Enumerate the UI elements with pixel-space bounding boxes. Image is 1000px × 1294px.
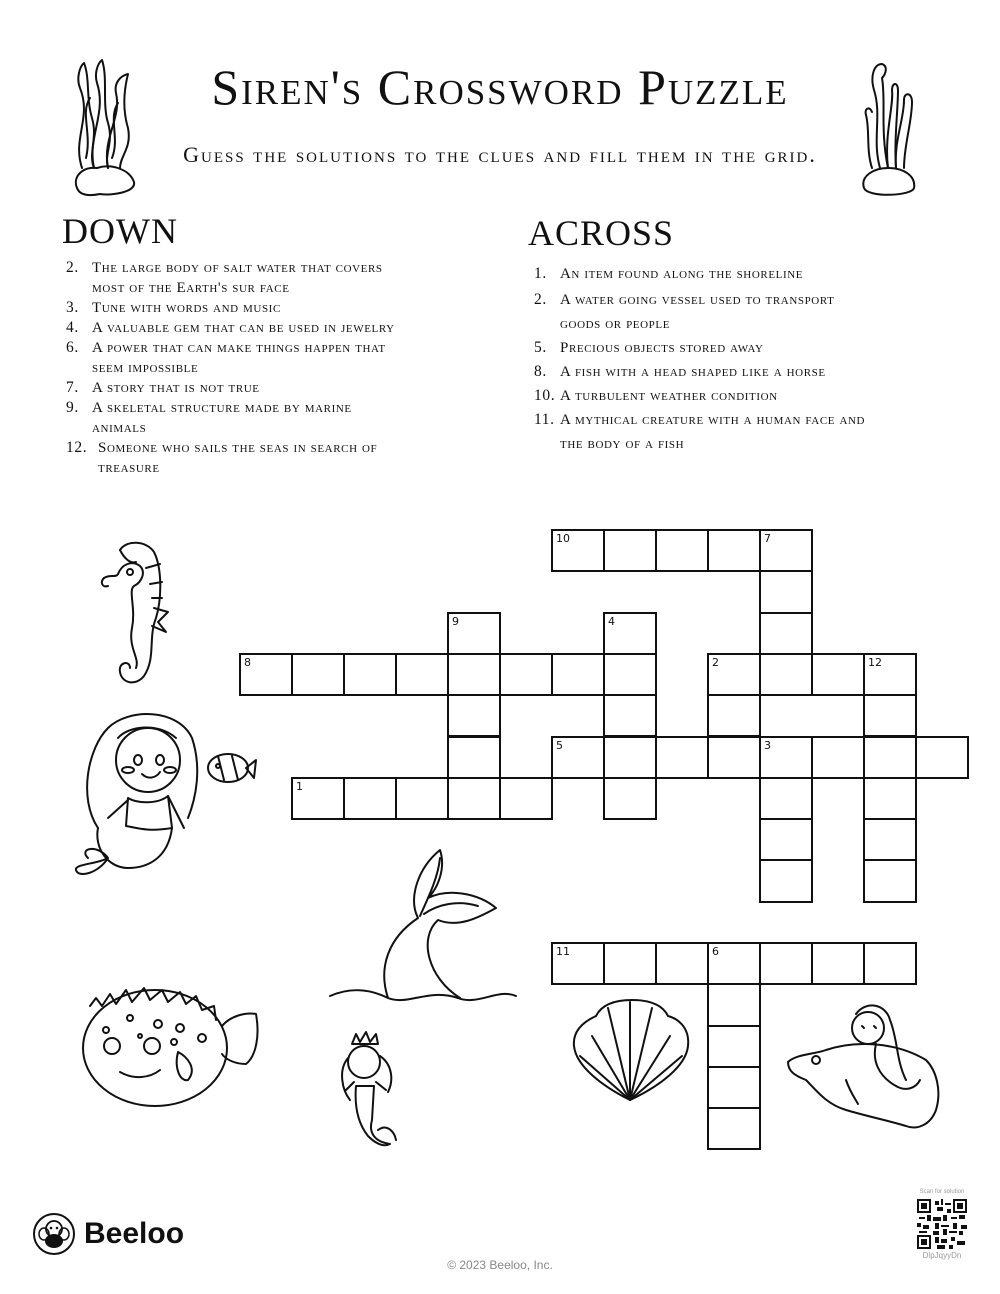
- crossword-cell[interactable]: [811, 653, 865, 696]
- crossword-cell[interactable]: [603, 777, 657, 820]
- clue-number: 8.: [534, 363, 547, 380]
- qr-code-icon[interactable]: [917, 1199, 967, 1249]
- down-clue: [66, 298, 406, 318]
- qr-code-id: DlpJqyyDn: [922, 1251, 962, 1260]
- across-clue: [534, 408, 879, 456]
- crossword-cell[interactable]: [655, 736, 709, 779]
- crossword-cell[interactable]: [707, 1066, 761, 1109]
- crossword-cell[interactable]: [551, 653, 605, 696]
- crossword-cell[interactable]: [239, 653, 293, 696]
- crossword-cell[interactable]: [499, 653, 553, 696]
- clue-number-label: 10: [556, 532, 570, 545]
- mermaid-tail-icon: [328, 838, 518, 1008]
- crossword-cell[interactable]: [759, 777, 813, 820]
- across-clue-list: [534, 264, 879, 456]
- seahorse-icon: [96, 538, 176, 688]
- crossword-cell[interactable]: [447, 777, 501, 820]
- clue-number-label: 8: [244, 655, 251, 669]
- copyright: © 2023 Beeloo, Inc.: [447, 1258, 553, 1272]
- clue-text: A story that is not true: [92, 380, 260, 396]
- brand-name: Beeloo: [84, 1217, 185, 1250]
- crossword-cell[interactable]: [603, 653, 657, 696]
- clue-number: 12.: [66, 439, 88, 456]
- across-clue: [534, 360, 879, 384]
- clue-text: A turbulent weather condition: [560, 388, 778, 404]
- seaweed-right-icon: [858, 60, 918, 200]
- crossword-cell[interactable]: [759, 570, 813, 613]
- crossword-cell[interactable]: [863, 694, 917, 737]
- crossword-cell[interactable]: [811, 942, 865, 985]
- crossword-cell[interactable]: [707, 983, 761, 1026]
- clue-number: 7.: [66, 379, 79, 396]
- crossword-cell[interactable]: [759, 818, 813, 861]
- crossword-cell[interactable]: [863, 736, 917, 779]
- clue-text: Precious objects stored away: [560, 340, 764, 356]
- crossword-cell[interactable]: [863, 859, 917, 902]
- crossword-cell[interactable]: [759, 859, 813, 902]
- clue-text: Tune with words and music: [92, 300, 281, 316]
- clue-number: 1.: [534, 265, 547, 282]
- clue-text: A power that can make things happen that seem impossible: [92, 340, 386, 376]
- clue-text: A mythical creature with a human face and the body of a fish: [560, 412, 866, 452]
- crossword-cell[interactable]: [863, 942, 917, 985]
- clue-number: 6.: [66, 339, 79, 356]
- crossword-cell[interactable]: [603, 612, 657, 655]
- crossword-cell[interactable]: [603, 736, 657, 779]
- mermaid-princess-icon: [328, 1030, 408, 1150]
- scallop-shell-icon: [572, 996, 692, 1106]
- clue-number-label: 7: [764, 532, 771, 545]
- down-clue-list: [66, 258, 406, 478]
- crossword-cell[interactable]: [759, 612, 813, 655]
- crossword-cell[interactable]: [759, 736, 813, 779]
- crossword-cell[interactable]: [447, 653, 501, 696]
- crossword-cell[interactable]: [551, 736, 605, 779]
- clue-text: A valuable gem that can be used in jewelry: [92, 320, 395, 336]
- down-clue: [66, 338, 406, 378]
- crossword-cell[interactable]: [759, 529, 813, 572]
- crossword-cell[interactable]: [707, 1025, 761, 1068]
- instructions: Guess the solutions to the clues and fill them in the grid.: [183, 142, 817, 167]
- across-clue: [534, 336, 879, 360]
- clue-number: 2.: [534, 291, 547, 308]
- down-clue: [66, 378, 406, 398]
- crossword-cell[interactable]: [759, 653, 813, 696]
- down-clue: [66, 438, 406, 478]
- across-clue: [534, 384, 879, 408]
- clue-number-label: 12: [868, 655, 882, 669]
- clue-number: 9.: [66, 399, 79, 416]
- qr-caption: Scan for solution: [919, 1189, 965, 1195]
- mermaid-on-dolphin-icon: [786, 1000, 946, 1135]
- clue-number-label: 9: [452, 614, 459, 628]
- seaweed-left-icon: [72, 58, 142, 198]
- clue-number: 4.: [66, 319, 79, 336]
- clue-text: An item found along the shoreline: [560, 266, 804, 282]
- crossword-cell[interactable]: [447, 612, 501, 655]
- across-clue: [534, 288, 879, 336]
- crossword-cell[interactable]: [707, 1107, 761, 1150]
- crossword-cell[interactable]: [551, 529, 605, 572]
- crossword-cell[interactable]: [343, 777, 397, 820]
- clue-text: A skeletal structure made by marine animals: [92, 400, 352, 436]
- clue-number: 10.: [534, 387, 556, 404]
- clue-number-label: 11: [556, 945, 570, 958]
- crossword-cell[interactable]: [759, 942, 813, 985]
- crossword-cell[interactable]: [291, 777, 345, 820]
- crossword-cell[interactable]: [863, 777, 917, 820]
- clue-number-label: 3: [764, 738, 771, 752]
- crossword-cell[interactable]: [395, 653, 449, 696]
- clue-number: 2.: [66, 259, 79, 276]
- crossword-cell[interactable]: [655, 529, 709, 572]
- crossword-cell[interactable]: [447, 694, 501, 737]
- crossword-cell[interactable]: [395, 777, 449, 820]
- clue-number-label: 4: [608, 614, 615, 628]
- down-clue: [66, 318, 406, 338]
- mermaid-with-fish-icon: [68, 708, 258, 888]
- crossword-cell[interactable]: [707, 942, 761, 985]
- crossword-cell[interactable]: [603, 529, 657, 572]
- clue-number: 3.: [66, 299, 79, 316]
- crossword-cell[interactable]: [915, 736, 969, 779]
- crossword-cell[interactable]: [811, 736, 865, 779]
- crossword-cell[interactable]: [707, 694, 761, 737]
- clue-number-label: 1: [296, 779, 303, 793]
- page-title: Siren's Crossword Puzzle: [211, 59, 789, 115]
- down-clue: [66, 258, 406, 298]
- pufferfish-icon: [70, 976, 260, 1116]
- beeloo-logo: [32, 1212, 184, 1256]
- crossword-cell[interactable]: [863, 818, 917, 861]
- across-heading: ACROSS: [528, 213, 675, 253]
- clue-text: A fish with a head shaped like a horse: [560, 364, 826, 380]
- crossword-cell[interactable]: [551, 942, 605, 985]
- down-clue: [66, 398, 406, 438]
- crossword-cell[interactable]: [707, 529, 761, 572]
- clue-text: A water going vessel used to transport goods or people: [560, 292, 835, 332]
- crossword-cell[interactable]: [499, 777, 553, 820]
- clue-number: 5.: [534, 339, 547, 356]
- clue-text: The large body of salt water that covers most of the Earth's sur face: [92, 260, 383, 296]
- crossword-cell[interactable]: [863, 653, 917, 696]
- qr-solution-block: [912, 1189, 972, 1260]
- across-clue: [534, 264, 879, 284]
- clue-text: Someone who sails the seas in search of treasure: [98, 440, 378, 476]
- crossword-cell[interactable]: [447, 736, 501, 779]
- crossword-cell[interactable]: [655, 942, 709, 985]
- clue-number-label: 6: [712, 945, 719, 958]
- crossword-cell[interactable]: [707, 653, 761, 696]
- crossword-cell[interactable]: [291, 653, 345, 696]
- crossword-cell[interactable]: [603, 694, 657, 737]
- bee-mascot-icon: [32, 1212, 76, 1256]
- crossword-cell[interactable]: [343, 653, 397, 696]
- crossword-cell[interactable]: [603, 942, 657, 985]
- clue-number-label: 5: [556, 738, 563, 752]
- clue-number: 11.: [534, 411, 555, 428]
- clue-number-label: 2: [712, 655, 719, 669]
- crossword-cell[interactable]: [707, 736, 761, 779]
- down-heading: DOWN: [62, 211, 178, 251]
